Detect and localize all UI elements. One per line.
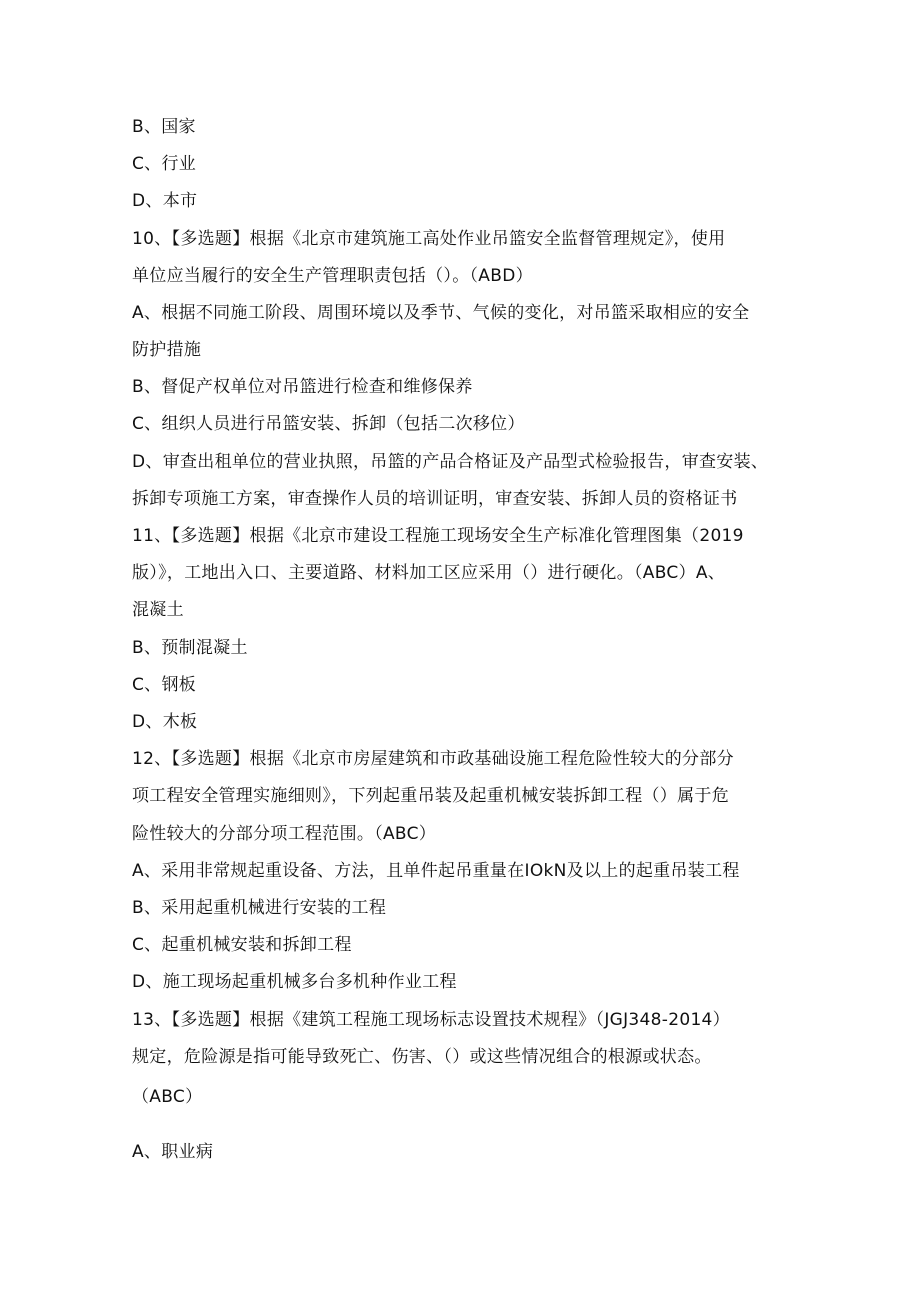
option-line: C、行业 (132, 154, 197, 174)
option-line: B、预制混凝土 (132, 638, 248, 658)
option-line: A、根据不同施工阶段、周围环境以及季节、气候的变化，对吊篮采取相应的安全 (132, 303, 750, 323)
option-line: B、国家 (132, 117, 196, 137)
question-11-line: 11、【多选题】根据《北京市建设工程施工现场安全生产标准化管理图集（2019 (132, 526, 744, 546)
question-12-line: 险性较大的分部分项工程范围。（ABC） (132, 824, 437, 844)
question-10-line: 10、【多选题】根据《北京市建筑施工高处作业吊篮安全监督管理规定》，使用 (132, 229, 726, 249)
question-13-line: 13、【多选题】根据《建筑工程施工现场标志设置技术规程》（JGJ348-2014） (132, 1010, 730, 1030)
option-line: A、采用非常规起重设备、方法，且单件起吊重量在IOkN及以上的起重吊装工程 (132, 861, 740, 881)
option-line: C、起重机械安装和拆卸工程 (132, 935, 352, 955)
question-11-line: 版）》，工地出入口、主要道路、材料加工区应采用（）进行硬化。（ABC）A、 (132, 563, 726, 583)
option-line: A、职业病 (132, 1142, 214, 1162)
question-10-line: 单位应当履行的安全生产管理职责包括（）。（ABD） (132, 266, 533, 286)
question-12-line: 项工程安全管理实施细则》，下列起重吊装及起重机械安装拆卸工程（）属于危 (132, 786, 729, 806)
option-line: D、木板 (132, 712, 198, 732)
option-line: D、审查出租单位的营业执照，吊篮的产品合格证及产品型式检验报告，审查安装、 (132, 452, 769, 472)
option-line: 拆卸专项施工方案，审查操作人员的培训证明，审查安装、拆卸人员的资格证书 (132, 489, 738, 509)
option-line: 防护措施 (132, 340, 202, 360)
option-line: 混凝土 (132, 600, 184, 620)
question-13-line: 规定，危险源是指可能导致死亡、伤害、（）或这些情况组合的根源或状态。 (132, 1047, 712, 1067)
option-line: D、本市 (132, 191, 198, 211)
option-line: C、钢板 (132, 675, 197, 695)
question-12-line: 12、【多选题】根据《北京市房屋建筑和市政基础设施工程危险性较大的分部分 (132, 749, 734, 769)
question-13-answer: （ABC） (132, 1087, 203, 1107)
option-line: B、督促产权单位对吊篮进行检查和维修保养 (132, 377, 473, 397)
option-line: D、施工现场起重机械多台多机种作业工程 (132, 972, 457, 992)
option-line: C、组织人员进行吊篮安装、拆卸（包括二次移位） (132, 414, 525, 434)
option-line: B、采用起重机械进行安装的工程 (132, 898, 387, 918)
